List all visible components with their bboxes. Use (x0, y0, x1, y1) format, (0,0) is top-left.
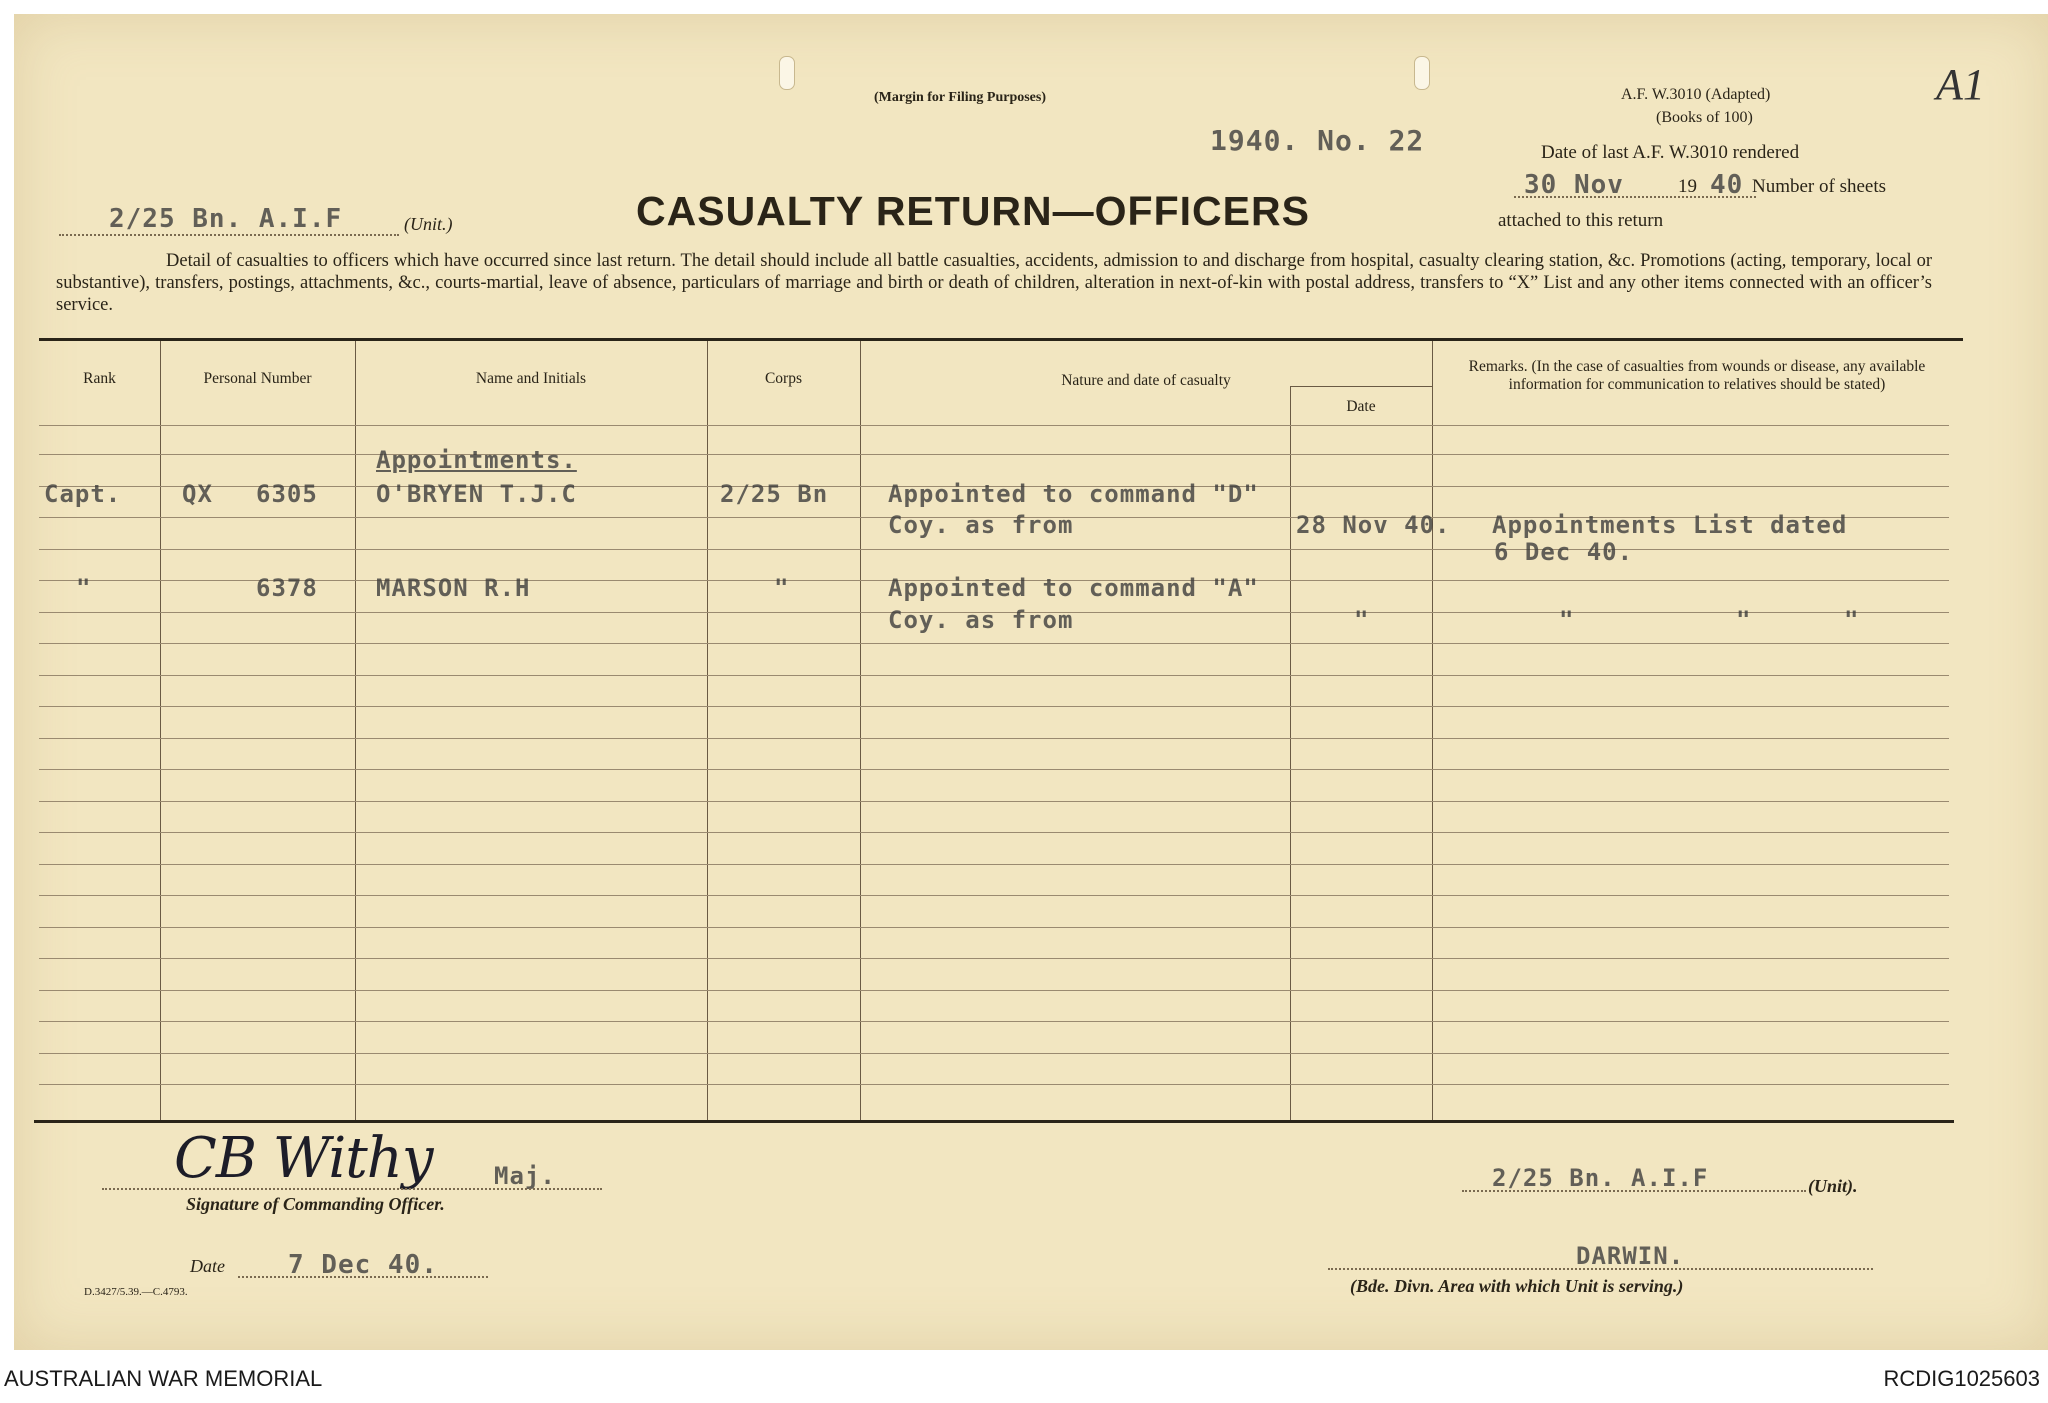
row2-remarks-b: " (1736, 606, 1752, 634)
signature-line (102, 1188, 602, 1190)
table-top-rule (39, 338, 1963, 341)
row1-remarks-2: 6 Dec 40. (1494, 538, 1634, 566)
document-paper (14, 14, 2048, 1350)
row1-nature-2: Coy. as from (888, 511, 1074, 539)
row2-rank: " (76, 574, 92, 602)
punch-hole-right (1414, 56, 1430, 90)
col-sep-2 (355, 341, 356, 1120)
row2-corps: " (774, 574, 790, 602)
unit-value: 2/25 Bn. A.I.F (1492, 1164, 1709, 1192)
col-sep-1 (160, 341, 161, 1120)
section-heading: Appointments. (376, 446, 577, 474)
ruled-line (39, 1021, 1949, 1022)
ruled-line (39, 864, 1949, 865)
row2-date: " (1354, 606, 1370, 634)
row1-number: 6305 (256, 480, 318, 508)
col-header-name: Name and Initials (475, 370, 587, 387)
ruled-line (39, 643, 1949, 644)
row2-name: MARSON R.H (376, 574, 531, 602)
area-label: (Bde. Divn. Area with which Unit is serving.) (1350, 1276, 1684, 1296)
col-header-rank: Rank (83, 370, 116, 387)
col-header-corps: Corps (764, 370, 803, 387)
sheets-label: Number of sheets (1752, 176, 1887, 197)
last-rendered-year: 40 (1710, 170, 1744, 200)
table-bottom-rule (34, 1120, 1954, 1123)
ruled-line (39, 832, 1949, 833)
ruled-line (39, 1084, 1949, 1085)
year-number: 1940. No. 22 (1210, 124, 1425, 157)
last-rendered-day-month: 30 Nov (1524, 170, 1624, 200)
last-rendered-label: Date of last A.F. W.3010 rendered (1541, 142, 1800, 163)
date-label: Date (190, 1256, 225, 1276)
punch-hole-left (779, 56, 795, 90)
area-value: DARWIN. (1576, 1242, 1685, 1270)
area-value-line (1328, 1268, 1873, 1270)
ruled-line (39, 990, 1949, 991)
col-header-date: Date (1346, 398, 1376, 415)
attached-label: attached to this return (1498, 210, 1664, 231)
row1-prefix: QX (182, 480, 213, 508)
col-sep-6 (1432, 341, 1433, 1120)
unit-typed: 2/25 Bn. A.I.F (109, 204, 343, 234)
margin-note: (Margin for Filing Purposes) (874, 90, 1047, 105)
ruled-line (39, 927, 1949, 928)
col-header-remarks: Remarks. (In the case of casualties from wounds or disease, any available information for communication to relatives should be stated) (1468, 358, 1926, 393)
row2-nature-1: Appointed to command "A" (888, 574, 1259, 602)
ruled-line (39, 769, 1949, 770)
ruled-line (39, 454, 1949, 455)
col-sep-5 (1290, 386, 1291, 1120)
row1-corps: 2/25 Bn (720, 480, 829, 508)
intro-paragraph: Detail of casualties to officers which have occurred since last return. The detail should include all battle casualties, accidents, admission to and discharge from hospital, casualty clearing station, &c. Promotions (acting, temporary, local or substantive), transfers, postings, attachments, &c., courts-martial, leave of absence, particulars of marriage and birth or death of children, alteration in next-of-kin with postal address, transfers to “X” List and any other items connected with an officer’s service. (56, 251, 1932, 315)
ruled-line (39, 958, 1949, 959)
unit-line (59, 234, 399, 236)
col-header-nature: Nature and date of casualty (1061, 372, 1231, 389)
date-value: 7 Dec 40. (288, 1250, 438, 1280)
ruled-line (39, 675, 1949, 676)
footer-left: AUSTRALIAN WAR MEMORIAL (4, 1366, 323, 1391)
col-header-personal-number: Personal Number (203, 370, 312, 387)
signature-label: Signature of Commanding Officer. (186, 1194, 445, 1214)
page-mark: A1 (1936, 60, 1985, 109)
signature-rank: Maj. (494, 1162, 556, 1190)
row2-remarks-a: " (1559, 606, 1575, 634)
row1-nature-1: Appointed to command "D" (888, 480, 1259, 508)
row2-number: 6378 (256, 574, 318, 602)
unit-value-label: (Unit). (1808, 1176, 1858, 1196)
row1-remarks-1: Appointments List dated (1492, 511, 1848, 539)
ruled-line (39, 1053, 1949, 1054)
unit-value-line (1462, 1190, 1806, 1192)
row1-name: O'BRYEN T.J.C (376, 480, 577, 508)
row1-rank: Capt. (44, 480, 122, 508)
col-sep-4 (860, 341, 861, 1120)
print-code: D.3427/5.39.—C.4793. (84, 1286, 188, 1298)
form-code: A.F. W.3010 (Adapted) (1621, 86, 1771, 103)
books-note: (Books of 100) (1656, 109, 1753, 126)
ruled-line (39, 425, 1949, 426)
ruled-line (39, 738, 1949, 739)
col-sep-3 (707, 341, 708, 1120)
ruled-line (39, 549, 1949, 550)
ruled-line (39, 801, 1949, 802)
row1-date: 28 Nov 40. (1296, 511, 1451, 539)
row2-remarks-c: " (1844, 606, 1860, 634)
last-rendered-century: 19 (1678, 176, 1697, 197)
ruled-line (39, 706, 1949, 707)
unit-label: (Unit.) (404, 214, 453, 234)
footer-right: RCDIG1025603 (1883, 1366, 2040, 1391)
signature: CB Withy (174, 1126, 433, 1191)
ruled-line (39, 895, 1949, 896)
row2-nature-2: Coy. as from (888, 606, 1074, 634)
page-title: CASUALTY RETURN—OFFICERS (636, 188, 1310, 234)
